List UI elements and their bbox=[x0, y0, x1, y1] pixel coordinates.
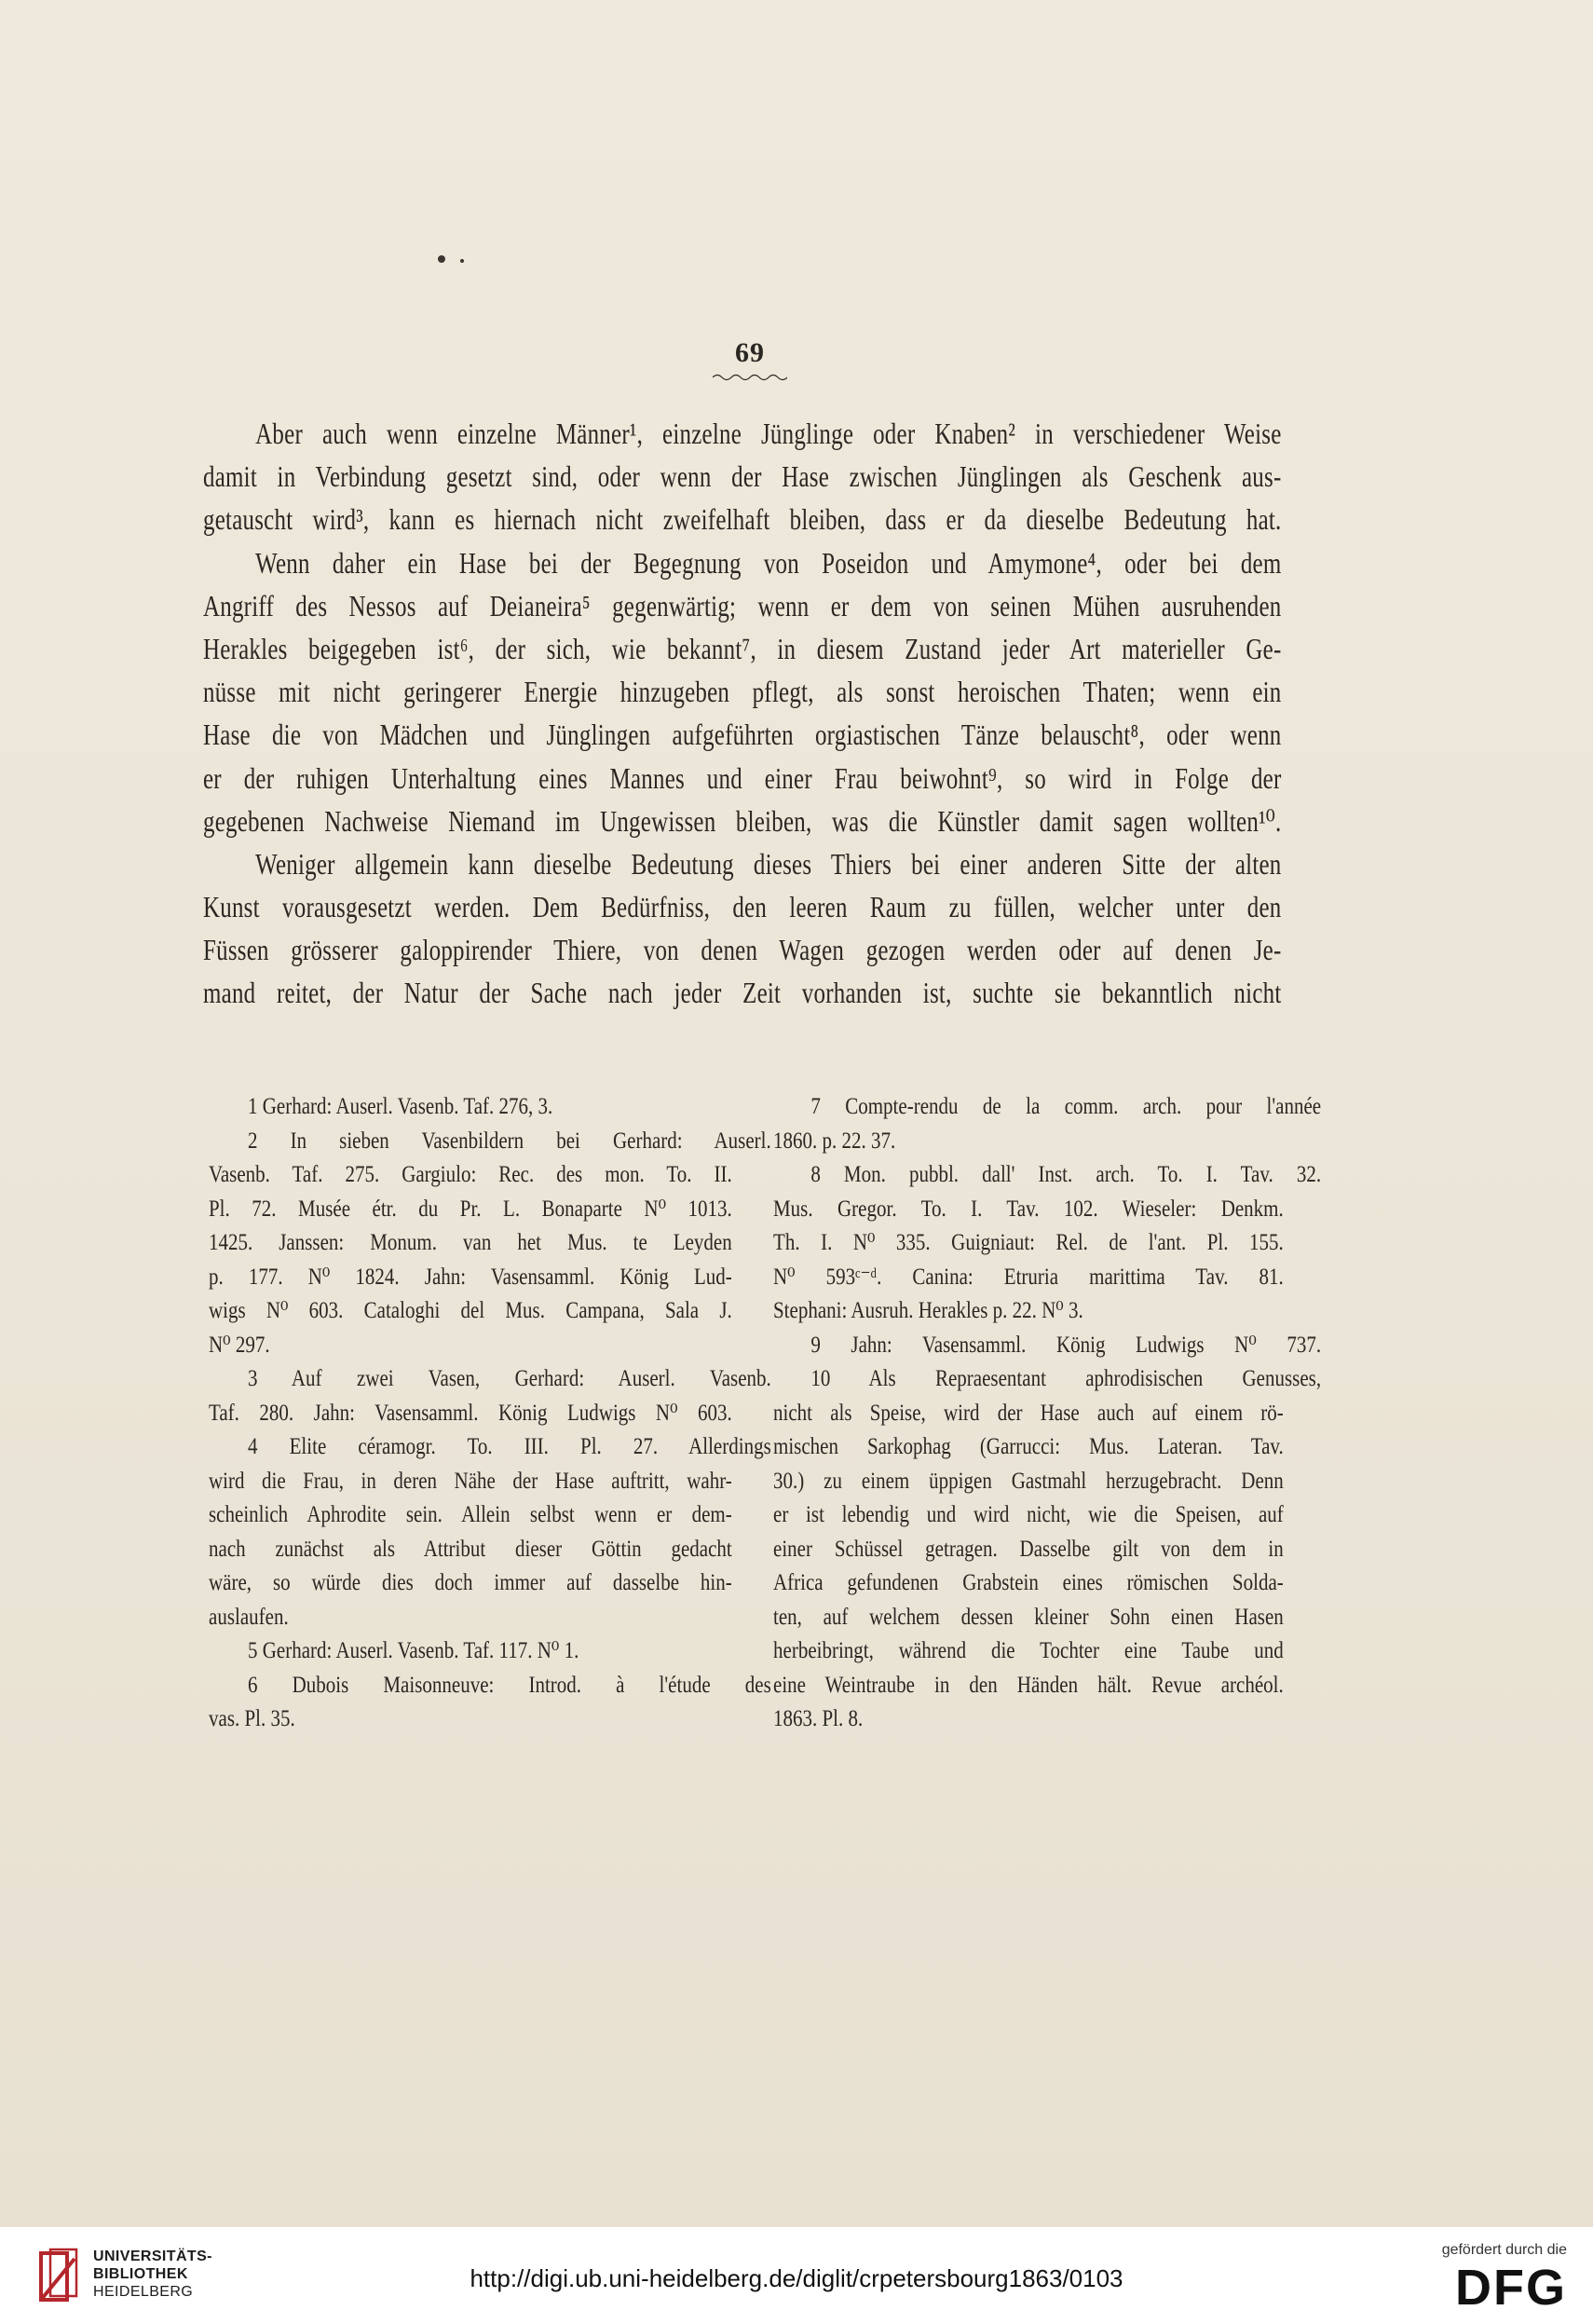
footnote-line: 1860. p. 22. 37. bbox=[773, 1128, 896, 1154]
footnote-line: 4 Elite céramogr. To. III. Pl. 27. Allerdings bbox=[248, 1434, 771, 1459]
funded-by-label: gefördert durch die bbox=[1441, 2242, 1567, 2258]
footnote-line: 1863. Pl. 8. bbox=[773, 1706, 864, 1731]
footnote-line: 1 Gerhard: Auserl. Vasenb. Taf. 276, 3. bbox=[248, 1094, 553, 1119]
footnotes-left-column bbox=[209, 1090, 771, 1737]
library-name-line: UNIVERSITÄTS- bbox=[93, 2249, 212, 2264]
footnote-line: Vasenb. Taf. 275. Gargiulo: Rec. des mon. To. II. bbox=[209, 1162, 732, 1187]
footer-bar bbox=[0, 2227, 1593, 2324]
ink-speck bbox=[438, 255, 445, 263]
footnote-line: einer Schüssel getragen. Dasselbe gilt von dem in bbox=[773, 1536, 1284, 1562]
footnote-line: Taf. 280. Jahn: Vasensamml. König Ludwigs N⁰ 603. bbox=[209, 1400, 732, 1426]
footnote-line: wäre, so würde dies doch immer auf dasselbe hin- bbox=[209, 1570, 732, 1595]
footnote-line: eine Weintraube in den Händen hält. Revue archéol. bbox=[773, 1672, 1284, 1698]
footnote-line: vas. Pl. 35. bbox=[209, 1706, 295, 1731]
footnote-line: Mus. Gregor. To. I. Tav. 102. Wieseler: Denkm. bbox=[773, 1196, 1284, 1222]
text-line: gegebenen Nachweise Niemand im Ungewissen bleiben, was die Künstler damit sagen wollten¹⁰. bbox=[203, 803, 1282, 838]
footnote-line: nach zunächst als Attribut dieser Göttin gedacht bbox=[209, 1536, 732, 1562]
footnote-line: mischen Sarkophag (Garrucci: Mus. Lateran. Tav. bbox=[773, 1434, 1284, 1459]
page-number: 69 bbox=[735, 337, 765, 368]
footnote-line: Th. I. N⁰ 335. Guigniaut: Rel. de l'ant. Pl. 155. bbox=[773, 1230, 1284, 1255]
footnote-line: Pl. 72. Musée étr. du Pr. L. Bonaparte N⁰ 1013. bbox=[209, 1196, 732, 1222]
text-line: er der ruhigen Unterhaltung eines Mannes und einer Frau beiwohnt⁹, so wird in Folge der bbox=[203, 760, 1282, 795]
page-number-ornament bbox=[713, 373, 787, 382]
ink-speck bbox=[460, 259, 464, 263]
footnote-line: 10 Als Repraesentant aphrodisischen Genusses, bbox=[810, 1366, 1322, 1391]
footnote-line: Stephani: Ausruh. Herakles p. 22. N⁰ 3. bbox=[773, 1298, 1083, 1323]
footnotes-right-column bbox=[773, 1090, 1322, 1737]
dfg-logo: DFG bbox=[1455, 2260, 1567, 2316]
footnote-line: 1425. Janssen: Monum. van het Mus. te Leyden bbox=[209, 1230, 732, 1255]
footnote-line: 3 Auf zwei Vasen, Gerhard: Auserl. Vasenb. bbox=[248, 1366, 771, 1391]
footnote-line: er ist lebendig und wird nicht, wie die Speisen, auf bbox=[773, 1502, 1284, 1527]
text-line: Wenn daher ein Hase bei der Begegnung von Poseidon und Amymone⁴, oder bei dem bbox=[255, 545, 1282, 580]
footnote-line: 7 Compte-rendu de la comm. arch. pour l'année bbox=[810, 1094, 1322, 1119]
text-line: getauscht wird³, kann es hiernach nicht zweifelhaft bleiben, dass er da dieselbe Bedeutung hat. bbox=[203, 502, 1282, 537]
library-name-line: HEIDELBERG bbox=[93, 2284, 194, 2300]
footnote-line: N⁰ 297. bbox=[209, 1332, 270, 1358]
footnote-line: 5 Gerhard: Auserl. Vasenb. Taf. 117. N⁰ 1. bbox=[248, 1638, 579, 1663]
footnote-line: herbeibringt, während die Tochter eine Taube und bbox=[773, 1638, 1284, 1663]
text-line: Angriff des Nessos auf Deianeira⁵ gegenwärtig; wenn er dem von seinen Mühen ausruhenden bbox=[203, 588, 1282, 622]
text-line: damit in Verbindung gesetzt sind, oder wenn der Hase zwischen Jünglingen als Geschenk aus- bbox=[203, 459, 1282, 494]
text-line: Kunst vorausgesetzt werden. Dem Bedürfniss, den leeren Raum zu füllen, welcher unter den bbox=[203, 890, 1282, 924]
footnote-line: wird die Frau, in deren Nähe der Hase auftritt, wahr- bbox=[209, 1468, 732, 1494]
footnote-line: scheinlich Aphrodite sein. Allein selbst wenn er dem- bbox=[209, 1502, 732, 1527]
footnote-line: nicht als Speise, wird der Hase auch auf einem rö- bbox=[773, 1400, 1284, 1426]
main-text bbox=[203, 412, 1282, 1015]
footnote-line: 6 Dubois Maisonneuve: Introd. à l'étude des bbox=[248, 1672, 771, 1698]
footnote-line: 30.) zu einem üppigen Gastmahl herzugebracht. Denn bbox=[773, 1468, 1284, 1494]
text-line: Herakles beigegeben ist⁶, der sich, wie bekannt⁷, in diesem Zustand jeder Art materieller Ge- bbox=[203, 631, 1282, 665]
library-name-line: BIBLIOTHEK bbox=[93, 2266, 188, 2282]
footnote-line: ten, auf welchem dessen kleiner Sohn einen Hasen bbox=[773, 1604, 1284, 1630]
footnote-line: p. 177. N⁰ 1824. Jahn: Vasensamml. König Lud- bbox=[209, 1264, 732, 1290]
footnote-line: N⁰ 593ᶜ⁻ᵈ. Canina: Etruria marittima Tav. 81. bbox=[773, 1264, 1284, 1290]
footnote-line: wigs N⁰ 603. Cataloghi del Mus. Campana, Sala J. bbox=[209, 1298, 732, 1323]
text-line: Aber auch wenn einzelne Männer¹, einzelne Jünglinge oder Knaben² in verschiedener Weise bbox=[255, 417, 1282, 450]
text-line: Hase die von Mädchen und Jünglingen aufgeführten orgiastischen Tänze belauscht⁸, oder wenn bbox=[203, 718, 1282, 752]
text-line: Füssen grösserer galoppirender Thiere, von denen Wagen gezogen werden oder auf denen Je- bbox=[203, 933, 1282, 967]
text-line: nüsse mit nicht geringerer Energie hinzugeben pflegt, als sonst heroischen Thaten; wenn ein bbox=[203, 675, 1282, 709]
permalink-url[interactable]: http://digi.ub.uni-heidelberg.de/diglit/crpetersbourg1863/0103 bbox=[470, 2264, 1123, 2292]
footnote-line: 9 Jahn: Vasensamml. König Ludwigs N⁰ 737. bbox=[810, 1332, 1322, 1358]
text-line: Weniger allgemein kann dieselbe Bedeutung dieses Thiers bei einer anderen Sitte der alten bbox=[255, 846, 1282, 881]
footnote-line: 2 In sieben Vasenbildern bei Gerhard: Auserl. bbox=[248, 1128, 771, 1154]
footnote-line: 8 Mon. pubbl. dall' Inst. arch. To. I. Tav. 32. bbox=[810, 1162, 1322, 1187]
footnote-line: Africa gefundenen Grabstein eines römischen Solda- bbox=[773, 1570, 1284, 1595]
footnote-line: auslaufen. bbox=[209, 1604, 289, 1630]
text-line: mand reitet, der Natur der Sache nach jeder Zeit vorhanden ist, suchte sie bekanntlich nicht bbox=[203, 976, 1282, 1010]
